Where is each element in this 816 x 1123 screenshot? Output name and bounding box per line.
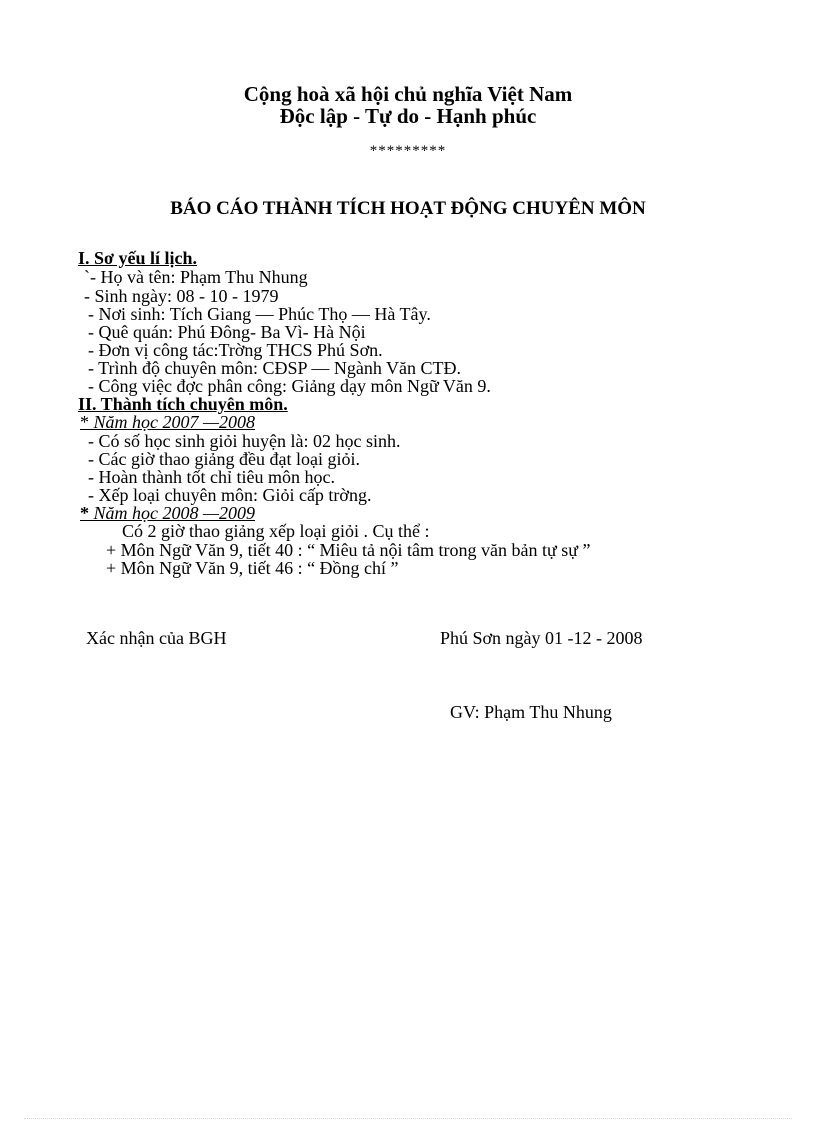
list-item: + Môn Ngữ Văn 9, tiết 46 : “ Đồng chí ” xyxy=(106,558,399,578)
list-item: - Các giờ thao giảng đều đạt loại giỏi. xyxy=(88,449,360,469)
year2-heading xyxy=(80,504,255,522)
year2-star: * xyxy=(80,503,89,523)
year1-star: * xyxy=(80,412,89,432)
report-title: BÁO CÁO THÀNH TÍCH HOẠT ĐỘNG CHUYÊN MÔN xyxy=(170,198,646,219)
list-item: - Hoàn thành tốt chỉ tiêu môn học. xyxy=(88,467,335,487)
approval-label: Xác nhận của BGH xyxy=(86,628,227,648)
list-item: - Quê quán: Phú Đông- Ba Vì- Hà Nội xyxy=(88,322,366,342)
list-item: - Trình độ chuyên môn: CĐSP — Ngành Văn CTĐ. xyxy=(88,358,462,378)
year1-heading xyxy=(80,413,255,431)
motto: Độc lập - Tự do - Hạnh phúc xyxy=(279,104,537,128)
list-item: - Công việc đợc phân công: Giảng dạy môn Ngữ Văn 9. xyxy=(88,376,491,396)
section1-heading: I. Sơ yếu lí lịch. xyxy=(78,248,197,268)
list-item: - Có số học sinh giỏi huyện là: 02 học sinh. xyxy=(88,431,401,451)
list-item: `- Họ và tên: Phạm Thu Nhung xyxy=(84,267,308,287)
year2-intro: Có 2 giờ thao giảng xếp loại giỏi . Cụ thể : xyxy=(122,521,430,541)
national-title: Cộng hoà xã hội chủ nghĩa Việt Nam xyxy=(243,82,573,106)
list-item: + Môn Ngữ Văn 9, tiết 40 : “ Miêu tả nội tâm trong văn bản tự sự ” xyxy=(106,540,591,560)
list-item: - Sinh ngày: 08 - 10 - 1979 xyxy=(84,286,279,306)
separator: ********* xyxy=(369,143,447,159)
list-item: - Đơn vị công tác:Trờng THCS Phú Sơn. xyxy=(88,340,383,360)
list-item: - Xếp loại chuyên môn: Giỏi cấp trờng. xyxy=(88,485,372,505)
teacher-signature: GV: Phạm Thu Nhung xyxy=(450,702,612,722)
year2-label: Năm học 2008 —2009 xyxy=(93,503,255,523)
place-date: Phú Sơn ngày 01 -12 - 2008 xyxy=(440,628,643,648)
list-item: - Nơi sinh: Tích Giang — Phúc Thọ — Hà Tây. xyxy=(88,304,431,324)
section2-heading: II. Thành tích chuyên môn. xyxy=(78,394,288,414)
page-bottom-divider xyxy=(24,1118,792,1119)
year1-label: Năm học 2007 —2008 xyxy=(93,412,255,432)
